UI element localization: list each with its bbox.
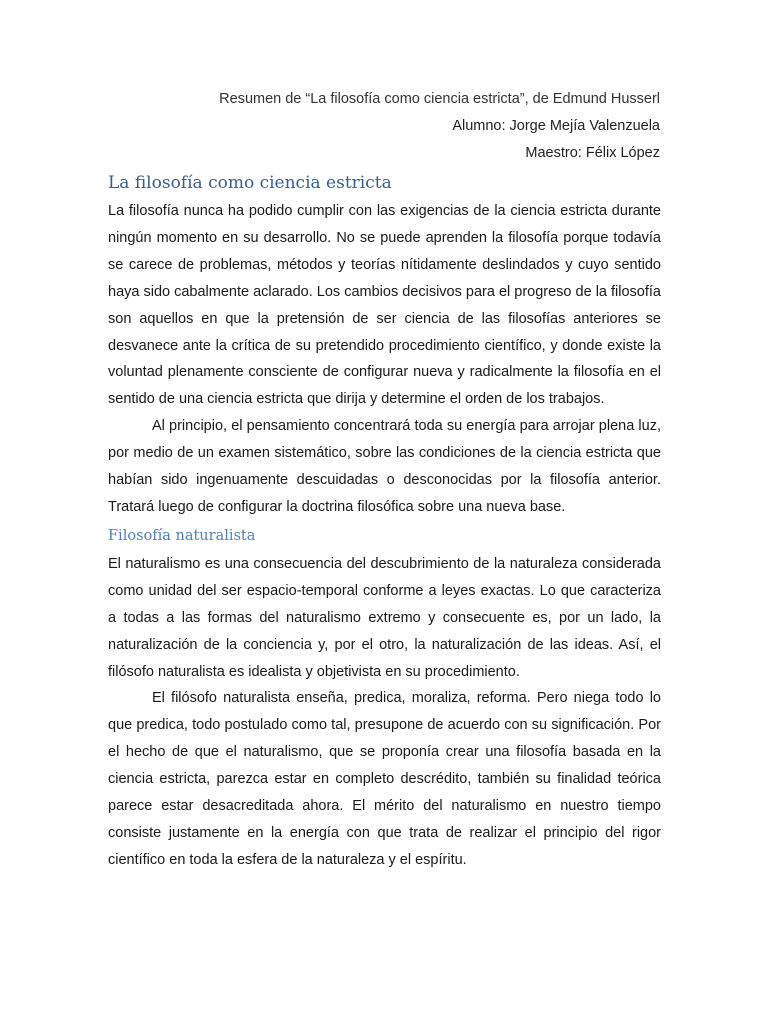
- paragraph: El naturalismo es una consecuencia del descubrimiento de la naturaleza considerada como unidad del ser espacio-temporal conforme a leyes exactas. Lo que caracteriza a todas a las formas del naturalismo extremo y consecuente es, por un lado, la naturalización de la conciencia y, por el otro, la naturalización de las ideas. Así, el filósofo naturalista es idealista y objetivista en su procedimiento.: [108, 555, 661, 680]
- header-student: Alumno: Jorge Mejía Valenzuela: [452, 118, 660, 134]
- paragraph: La filosofía nunca ha podido cumplir con las exigencias de la ciencia estricta durante ningún momento en su desarrollo. No se puede aprenden la filosofía porque todavía se carece de problemas, métodos y teorías nítidamente deslindados y cuyo sentido haya sido cabalmente aclarado. Los cambios decisivos para el progreso de la filosofía son aquellos en que la pretensión de ser ciencia de las filosofías anteriores se desvanece ante la crítica de su pretendido procedimiento científico, y donde existe la voluntad plenamente consciente de configurar nueva y radicalmente la filosofía en el sentido de una ciencia estricta que dirija y determine el orden de los trabajos.: [108, 203, 661, 408]
- paragraph: Al principio, el pensamiento concentrará toda su energía para arrojar plena luz, por medio de un examen sistemático, sobre las condiciones de la ciencia estricta que habían sido ingenuamente descuidadas o desconocidas por la filosofía anterior. Tratará luego de configurar la doctrina filosófica sobre una nueva base.: [108, 418, 661, 515]
- paragraph: El filósofo naturalista enseña, predica, moraliza, reforma. Pero niega todo lo que predica, todo postulado como tal, presupone de acuerdo con su significación. Por el hecho de que el naturalismo, que se proponía crear una filosofía basada en la ciencia estricta, parezca estar en completo descrédito, también su finalidad teórica parece estar desacreditada ahora. El mérito del naturalismo en nuestro tiempo consiste justamente en la energía con que trata de realizar el principio del rigor científico en toda la esfera de la naturaleza y el espíritu.: [108, 690, 661, 868]
- header-title: Resumen de “La filosofía como ciencia estricta”, de Edmund Husserl: [219, 91, 660, 107]
- section-heading-naturalist: Filosofía naturalista: [108, 527, 256, 544]
- document-body: [108, 168, 661, 874]
- section-heading-main: La filosofía como ciencia estricta: [108, 173, 392, 193]
- header-teacher: Maestro: Félix López: [525, 145, 660, 161]
